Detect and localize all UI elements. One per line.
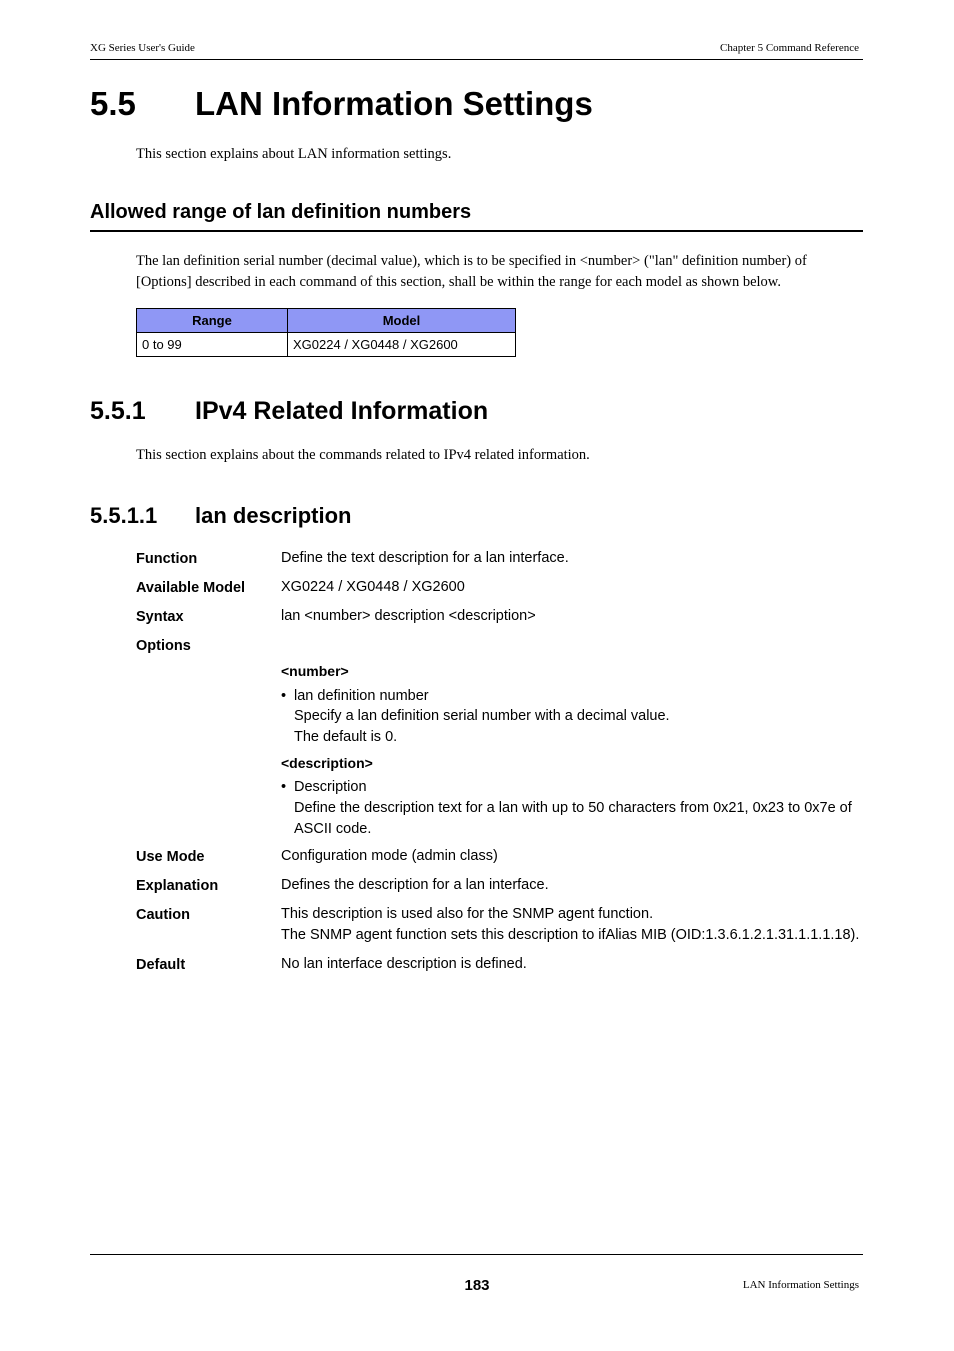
- subsection-intro: This section explains about the commands related to IPv4 related information.: [136, 447, 590, 463]
- footer-section-title: LAN Information Settings: [742, 1279, 859, 1291]
- available-model-value: XG0224 / XG0448 / XG2600: [281, 579, 465, 595]
- option-description-name: <description>: [281, 755, 373, 771]
- allowed-range-divider: [90, 230, 863, 232]
- option-description-desc-line1: Define the description text for a lan with up to 50 characters from 0x21, 0x23 to 0x7e of: [294, 800, 852, 816]
- syntax-label: Syntax: [136, 609, 184, 625]
- option-description-desc-line2: ASCII code.: [294, 821, 372, 837]
- bullet-icon: •: [281, 688, 287, 704]
- explanation-value: Defines the description for a lan interface.: [281, 877, 549, 893]
- range-cell: 0 to 99: [137, 333, 288, 357]
- command-heading: [90, 502, 351, 530]
- options-label: Options: [136, 638, 191, 654]
- table-row: [137, 333, 516, 357]
- syntax-value: lan <number> description <description>: [281, 608, 536, 624]
- use-mode-value: Configuration mode (admin class): [281, 848, 498, 864]
- header-guide-title: XG Series User's Guide: [90, 42, 195, 54]
- command-title: lan description: [195, 503, 352, 528]
- option-number-desc-line1: Specify a lan definition serial number with a decimal value.: [294, 708, 670, 724]
- range-column-header: Range: [137, 309, 288, 333]
- caution-line2: The SNMP agent function sets this description to ifAlias MIB (OID:1.3.6.1.2.1.31.1.1.1.18).: [281, 927, 860, 943]
- range-table: [136, 308, 516, 357]
- option-number-desc-line2: The default is 0.: [294, 729, 398, 745]
- section-intro: This section explains about LAN information settings.: [136, 146, 452, 162]
- subsection-title: IPv4 Related Information: [195, 397, 489, 425]
- header-chapter-title: Chapter 5 Command Reference: [720, 42, 859, 54]
- use-mode-label: Use Mode: [136, 849, 205, 865]
- footer-divider: [90, 1254, 863, 1255]
- caution-label: Caution: [136, 907, 190, 923]
- subsection-number: 5.5.1: [90, 397, 146, 425]
- default-value: No lan interface description is defined.: [281, 956, 527, 972]
- section-number: 5.5: [90, 85, 136, 122]
- model-column-header: Model: [288, 309, 516, 333]
- subsection-heading: [90, 395, 488, 427]
- command-number: 5.5.1.1: [90, 503, 158, 528]
- function-label: Function: [136, 551, 198, 567]
- option-description-title: Description: [294, 779, 367, 795]
- section-title: LAN Information Settings: [195, 85, 593, 122]
- header-divider: [90, 59, 863, 60]
- default-label: Default: [136, 957, 186, 973]
- explanation-label: Explanation: [136, 878, 219, 894]
- section-heading: [90, 82, 593, 126]
- allowed-range-para-line2: [Options] described in each command of this section, shall be within the range for each model as shown below.: [136, 274, 781, 290]
- available-model-label: Available Model: [136, 580, 246, 596]
- option-number-name: <number>: [281, 663, 349, 679]
- function-value: Define the text description for a lan interface.: [281, 550, 569, 566]
- model-cell: XG0224 / XG0448 / XG2600: [288, 333, 516, 357]
- page-number: 183: [464, 1277, 490, 1294]
- allowed-range-heading: Allowed range of lan definition numbers: [90, 201, 472, 223]
- caution-line1: This description is used also for the SNMP agent function.: [281, 906, 654, 922]
- allowed-range-para-line1: The lan definition serial number (decimal value), which is to be specified in <number> ("lan" definition number) of: [136, 253, 807, 269]
- bullet-icon: •: [281, 779, 287, 795]
- range-table-header-row: [137, 309, 516, 333]
- option-number-title: lan definition number: [294, 688, 429, 704]
